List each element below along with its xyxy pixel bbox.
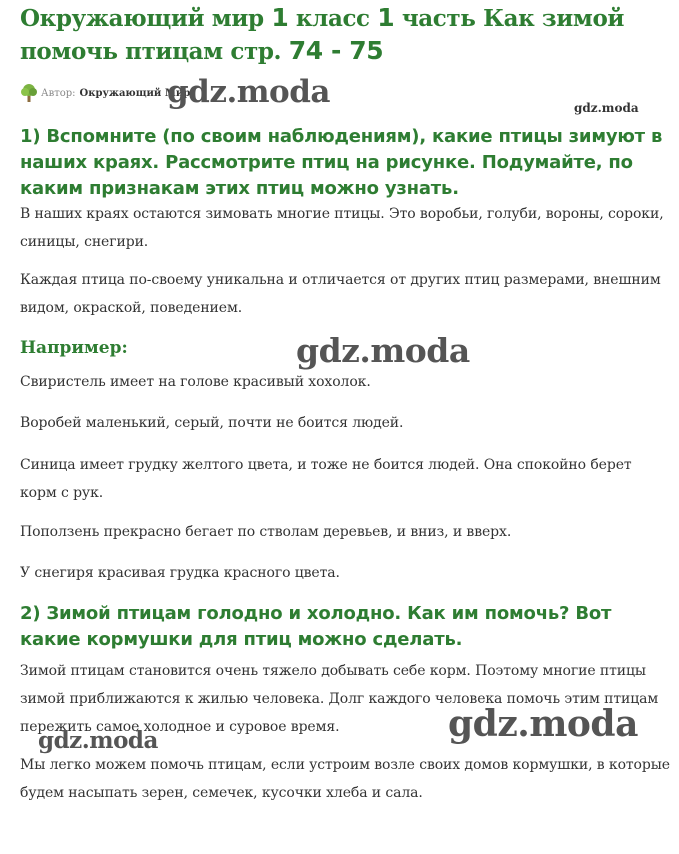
title-part-3: часть Как зимой помочь птицам стр. xyxy=(20,5,625,65)
answer-paragraph: Мы легко можем помочь птицам, если устроим возле своих домов кормушки, в которые будем насыпать зерен, семечек, кусочки хлеба и сала. xyxy=(20,757,670,801)
examples-subheading: Например: xyxy=(20,338,128,358)
question-1-heading: 1) Вспомните (по своим наблюдениям), какие птицы зимуют в наших краях. Рассмотрите птиц на рисунке. Подумайте, по каким признакам этих птиц можно узнать. xyxy=(20,126,663,199)
title-part-number: 1 xyxy=(377,3,395,32)
title-pages: 74 - 75 xyxy=(288,36,384,65)
watermark: gdz.moda xyxy=(167,74,330,110)
title-grade-number: 1 xyxy=(271,3,289,32)
question-2-heading: 2) Зимой птицам голодно и холодно. Как им помочь? Вот какие кормушки для птиц можно сделать. xyxy=(20,603,612,650)
author-label: Автор: xyxy=(41,87,76,99)
page-title xyxy=(20,2,675,68)
author-name-link[interactable]: Окружающий Мир xyxy=(79,87,191,99)
example-paragraph: Поползень прекрасно бегает по стволам деревьев, и вниз, и вверх. xyxy=(20,524,512,540)
answer-paragraph: Каждая птица по-своему уникальна и отличается от других птиц размерами, внешним видом, окраской, поведением. xyxy=(20,272,661,316)
example-paragraph: У снегиря красивая грудка красного цвета. xyxy=(20,565,340,581)
example-paragraph: Свиристель имеет на голове красивый хохолок. xyxy=(20,374,371,390)
author-line xyxy=(20,83,190,103)
watermark: gdz.moda xyxy=(448,703,638,745)
watermark: gdz.moda xyxy=(296,331,470,370)
title-part-2: класс xyxy=(288,5,378,32)
watermark: gdz.moda xyxy=(38,727,158,754)
title-part-1: Окружающий мир xyxy=(20,5,272,32)
example-paragraph: Воробей маленький, серый, почти не боится людей. xyxy=(20,415,404,431)
tree-icon xyxy=(20,83,38,103)
answer-paragraph: Зимой птицам становится очень тяжело добывать себе корм. Поэтому многие птицы зимой приближаются к жилью человека. Долг каждого человека помочь этим птицам пережить самое холодное и суровое время. xyxy=(20,663,659,735)
answer-paragraph: В наших краях остаются зимовать многие птицы. Это воробьи, голуби, вороны, сороки, синицы, снегири. xyxy=(20,206,664,250)
watermark-small: gdz.moda xyxy=(574,101,639,115)
example-paragraph: Синица имеет грудку желтого цвета, и тоже не боится людей. Она спокойно берет корм с рук. xyxy=(20,457,632,501)
